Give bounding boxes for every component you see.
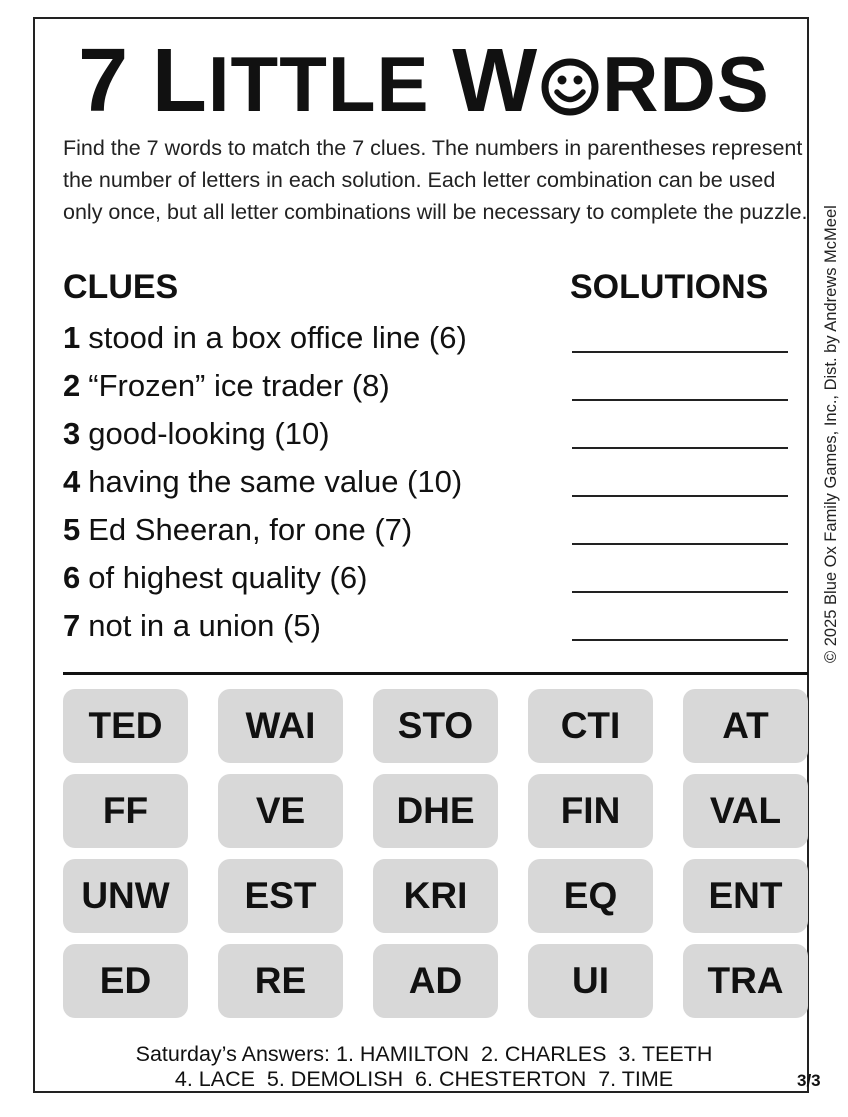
clue-4: 4 having the same value (10) <box>63 464 463 499</box>
clue-3: 3 good-looking (10) <box>63 416 330 451</box>
tile[interactable]: EQ <box>528 859 653 933</box>
tile[interactable]: ENT <box>683 859 808 933</box>
tile[interactable]: EST <box>218 859 343 933</box>
previous-answers <box>0 1042 848 1092</box>
tile[interactable]: WAI <box>218 689 343 763</box>
tile[interactable]: TED <box>63 689 188 763</box>
divider <box>63 672 808 675</box>
title-w: W <box>452 31 539 131</box>
puzzle-title <box>0 31 848 131</box>
tile[interactable]: CTI <box>528 689 653 763</box>
title-number: 7 <box>78 31 130 131</box>
instructions-text: Find the 7 words to match the 7 clues. The numbers in parentheses represent the number of letters in each solution. Each letter combination can be used only once, but all letter combinations will be necessary to complete the puzzle. <box>63 136 808 224</box>
tile[interactable]: FIN <box>528 774 653 848</box>
solutions-heading: SOLUTIONS <box>570 268 769 306</box>
tile[interactable]: STO <box>373 689 498 763</box>
tile[interactable]: TRA <box>683 944 808 1018</box>
solution-line-4[interactable] <box>572 495 788 497</box>
tile[interactable]: FF <box>63 774 188 848</box>
smiley-face-icon <box>540 57 600 117</box>
solution-line-7[interactable] <box>572 639 788 641</box>
tile[interactable]: UI <box>528 944 653 1018</box>
puzzle-date: 3/3 <box>797 1071 821 1090</box>
title-rds: RDS <box>602 40 770 128</box>
title-ittle: ITTLE <box>207 40 430 128</box>
solution-line-3[interactable] <box>572 447 788 449</box>
tile[interactable]: UNW <box>63 859 188 933</box>
copyright-text: © 2025 Blue Ox Family Games, Inc., Dist. by Andrews McMeel <box>822 205 840 663</box>
tile[interactable]: ED <box>63 944 188 1018</box>
clue-2: 2 “Frozen” ice trader (8) <box>63 368 390 403</box>
tile[interactable]: AD <box>373 944 498 1018</box>
clue-1: 1 stood in a box office line (6) <box>63 320 467 355</box>
tile[interactable]: RE <box>218 944 343 1018</box>
solution-line-1[interactable] <box>572 351 788 353</box>
clue-5: 5 Ed Sheeran, for one (7) <box>63 512 413 547</box>
clues-heading: CLUES <box>63 268 179 306</box>
tile[interactable]: DHE <box>373 774 498 848</box>
tile[interactable]: KRI <box>373 859 498 933</box>
solution-line-6[interactable] <box>572 591 788 593</box>
answers-line-1: Saturday’s Answers: 1. HAMILTON 2. CHARLES 3. TEETH <box>135 1042 713 1066</box>
title-l: L <box>151 31 208 131</box>
solution-line-2[interactable] <box>572 399 788 401</box>
tile[interactable]: VAL <box>683 774 808 848</box>
clue-7: 7 not in a union (5) <box>63 608 321 643</box>
clue-6: 6 of highest quality (6) <box>63 560 368 595</box>
solution-line-5[interactable] <box>572 543 788 545</box>
answers-line-2: 4. LACE 5. DEMOLISH 6. CHESTERTON 7. TIME <box>174 1067 674 1091</box>
tile[interactable]: AT <box>683 689 808 763</box>
tile[interactable]: VE <box>218 774 343 848</box>
